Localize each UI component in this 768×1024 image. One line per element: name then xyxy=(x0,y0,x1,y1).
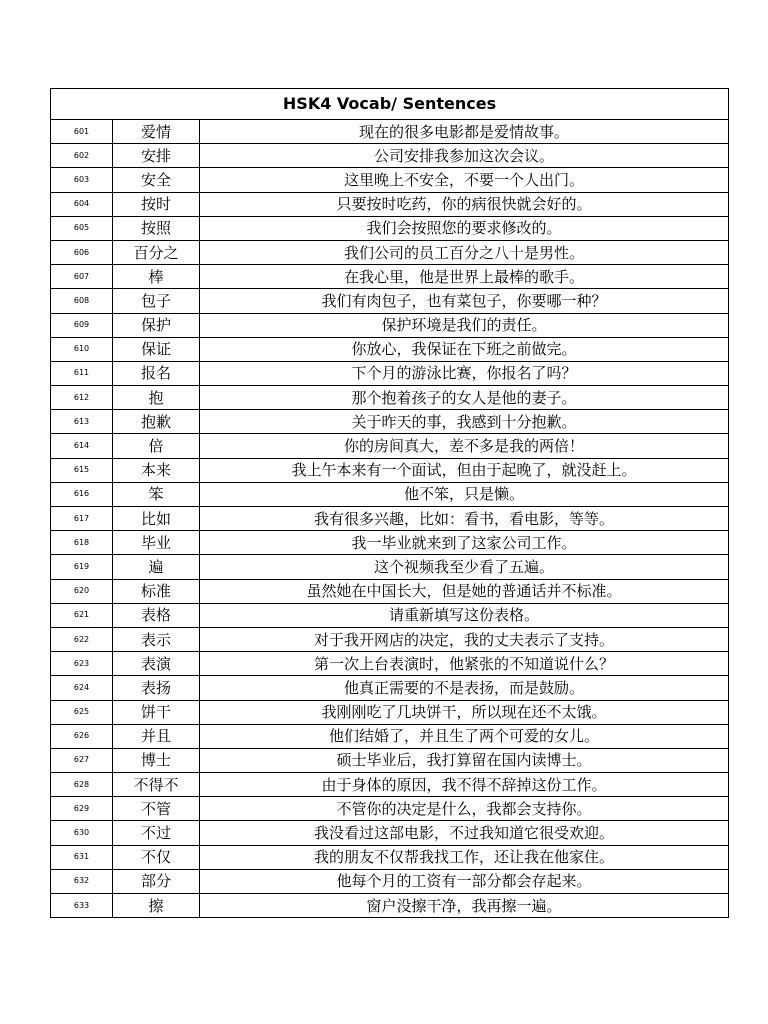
example-sentence: 你的房间真大，差不多是我的两倍！ xyxy=(200,434,729,458)
row-number: 601 xyxy=(51,120,113,144)
table-row xyxy=(51,240,729,264)
table-row xyxy=(51,434,729,458)
table-row xyxy=(51,120,729,144)
example-sentence: 这里晚上不安全，不要一个人出门。 xyxy=(200,168,729,192)
row-number: 631 xyxy=(51,845,113,869)
example-sentence: 现在的很多电影都是爱情故事。 xyxy=(200,120,729,144)
example-sentence: 我们有肉包子，也有菜包子，你要哪一种？ xyxy=(200,289,729,313)
example-sentence: 虽然她在中国长大，但是她的普通话并不标准。 xyxy=(200,579,729,603)
vocab-word: 部分 xyxy=(113,869,200,893)
example-sentence: 他们结婚了，并且生了两个可爱的女儿。 xyxy=(200,724,729,748)
table-row xyxy=(51,724,729,748)
vocab-word: 安排 xyxy=(113,144,200,168)
table-row xyxy=(51,869,729,893)
row-number: 626 xyxy=(51,724,113,748)
vocab-word: 保证 xyxy=(113,337,200,361)
row-number: 605 xyxy=(51,216,113,240)
vocab-word: 报名 xyxy=(113,361,200,385)
example-sentence: 公司安排我参加这次会议。 xyxy=(200,144,729,168)
row-number: 612 xyxy=(51,386,113,410)
vocab-word: 安全 xyxy=(113,168,200,192)
vocab-table-body xyxy=(51,89,729,918)
table-row xyxy=(51,458,729,482)
row-number: 617 xyxy=(51,507,113,531)
table-row xyxy=(51,507,729,531)
row-number: 627 xyxy=(51,748,113,772)
title-row xyxy=(51,89,729,120)
example-sentence: 请重新填写这份表格。 xyxy=(200,603,729,627)
table-row xyxy=(51,531,729,555)
vocab-word: 倍 xyxy=(113,434,200,458)
table-row xyxy=(51,337,729,361)
row-number: 611 xyxy=(51,361,113,385)
example-sentence: 第一次上台表演时，他紧张的不知道说什么？ xyxy=(200,652,729,676)
vocab-word: 博士 xyxy=(113,748,200,772)
example-sentence: 下个月的游泳比赛，你报名了吗？ xyxy=(200,361,729,385)
table-row xyxy=(51,216,729,240)
example-sentence: 对于我开网店的决定，我的丈夫表示了支持。 xyxy=(200,627,729,651)
row-number: 619 xyxy=(51,555,113,579)
example-sentence: 这个视频我至少看了五遍。 xyxy=(200,555,729,579)
table-row xyxy=(51,386,729,410)
table-row xyxy=(51,313,729,337)
table-row xyxy=(51,676,729,700)
row-number: 603 xyxy=(51,168,113,192)
table-row xyxy=(51,845,729,869)
row-number: 625 xyxy=(51,700,113,724)
row-number: 610 xyxy=(51,337,113,361)
example-sentence: 硕士毕业后，我打算留在国内读博士。 xyxy=(200,748,729,772)
table-row xyxy=(51,168,729,192)
table-row xyxy=(51,482,729,506)
example-sentence: 关于昨天的事，我感到十分抱歉。 xyxy=(200,410,729,434)
row-number: 621 xyxy=(51,603,113,627)
row-number: 604 xyxy=(51,192,113,216)
row-number: 618 xyxy=(51,531,113,555)
vocab-word: 表扬 xyxy=(113,676,200,700)
table-row xyxy=(51,894,729,918)
vocab-word: 表格 xyxy=(113,603,200,627)
vocab-word: 不管 xyxy=(113,797,200,821)
row-number: 614 xyxy=(51,434,113,458)
row-number: 624 xyxy=(51,676,113,700)
example-sentence: 我没看过这部电影，不过我知道它很受欢迎。 xyxy=(200,821,729,845)
vocab-word: 百分之 xyxy=(113,240,200,264)
row-number: 613 xyxy=(51,410,113,434)
example-sentence: 我们会按照您的要求修改的。 xyxy=(200,216,729,240)
example-sentence: 他不笨，只是懒。 xyxy=(200,482,729,506)
vocab-word: 擦 xyxy=(113,894,200,918)
table-row xyxy=(51,144,729,168)
vocab-word: 遍 xyxy=(113,555,200,579)
vocab-word: 爱情 xyxy=(113,120,200,144)
row-number: 622 xyxy=(51,627,113,651)
vocab-word: 毕业 xyxy=(113,531,200,555)
page-title: HSK4 Vocab/ Sentences xyxy=(51,89,729,120)
table-row xyxy=(51,700,729,724)
table-row xyxy=(51,410,729,434)
vocab-word: 按照 xyxy=(113,216,200,240)
example-sentence: 我一毕业就来到了这家公司工作。 xyxy=(200,531,729,555)
row-number: 628 xyxy=(51,773,113,797)
example-sentence: 你放心，我保证在下班之前做完。 xyxy=(200,337,729,361)
example-sentence: 我的朋友不仅帮我找工作，还让我在他家住。 xyxy=(200,845,729,869)
row-number: 629 xyxy=(51,797,113,821)
row-number: 620 xyxy=(51,579,113,603)
table-row xyxy=(51,748,729,772)
row-number: 633 xyxy=(51,894,113,918)
vocab-word: 不过 xyxy=(113,821,200,845)
example-sentence: 他真正需要的不是表扬，而是鼓励。 xyxy=(200,676,729,700)
vocab-word: 保护 xyxy=(113,313,200,337)
example-sentence: 那个抱着孩子的女人是他的妻子。 xyxy=(200,386,729,410)
table-row xyxy=(51,821,729,845)
vocab-word: 饼干 xyxy=(113,700,200,724)
vocab-word: 按时 xyxy=(113,192,200,216)
table-row xyxy=(51,797,729,821)
table-row xyxy=(51,555,729,579)
table-row xyxy=(51,773,729,797)
example-sentence: 只要按时吃药，你的病很快就会好的。 xyxy=(200,192,729,216)
table-row xyxy=(51,289,729,313)
table-row xyxy=(51,361,729,385)
table-row xyxy=(51,265,729,289)
vocab-word: 标准 xyxy=(113,579,200,603)
table-row xyxy=(51,627,729,651)
example-sentence: 我有很多兴趣，比如：看书，看电影，等等。 xyxy=(200,507,729,531)
row-number: 607 xyxy=(51,265,113,289)
row-number: 609 xyxy=(51,313,113,337)
vocab-word: 并且 xyxy=(113,724,200,748)
vocab-word: 比如 xyxy=(113,507,200,531)
example-sentence: 保护环境是我们的责任。 xyxy=(200,313,729,337)
row-number: 602 xyxy=(51,144,113,168)
example-sentence: 由于身体的原因，我不得不辞掉这份工作。 xyxy=(200,773,729,797)
row-number: 608 xyxy=(51,289,113,313)
table-row xyxy=(51,192,729,216)
example-sentence: 在我心里，他是世界上最棒的歌手。 xyxy=(200,265,729,289)
vocab-word: 不得不 xyxy=(113,773,200,797)
vocab-word: 笨 xyxy=(113,482,200,506)
vocab-word: 表演 xyxy=(113,652,200,676)
row-number: 615 xyxy=(51,458,113,482)
row-number: 606 xyxy=(51,240,113,264)
table-row xyxy=(51,652,729,676)
example-sentence: 不管你的决定是什么，我都会支持你。 xyxy=(200,797,729,821)
example-sentence: 我刚刚吃了几块饼干，所以现在还不太饿。 xyxy=(200,700,729,724)
vocab-word: 抱歉 xyxy=(113,410,200,434)
vocab-word: 棒 xyxy=(113,265,200,289)
vocab-word: 不仅 xyxy=(113,845,200,869)
example-sentence: 他每个月的工资有一部分都会存起来。 xyxy=(200,869,729,893)
example-sentence: 窗户没擦干净，我再擦一遍。 xyxy=(200,894,729,918)
example-sentence: 我上午本来有一个面试，但由于起晚了，就没赶上。 xyxy=(200,458,729,482)
vocab-table xyxy=(50,88,729,918)
vocab-word: 抱 xyxy=(113,386,200,410)
row-number: 623 xyxy=(51,652,113,676)
row-number: 616 xyxy=(51,482,113,506)
vocab-word: 表示 xyxy=(113,627,200,651)
table-row xyxy=(51,579,729,603)
vocab-word: 本来 xyxy=(113,458,200,482)
vocab-word: 包子 xyxy=(113,289,200,313)
table-row xyxy=(51,603,729,627)
example-sentence: 我们公司的员工百分之八十是男性。 xyxy=(200,240,729,264)
row-number: 632 xyxy=(51,869,113,893)
row-number: 630 xyxy=(51,821,113,845)
